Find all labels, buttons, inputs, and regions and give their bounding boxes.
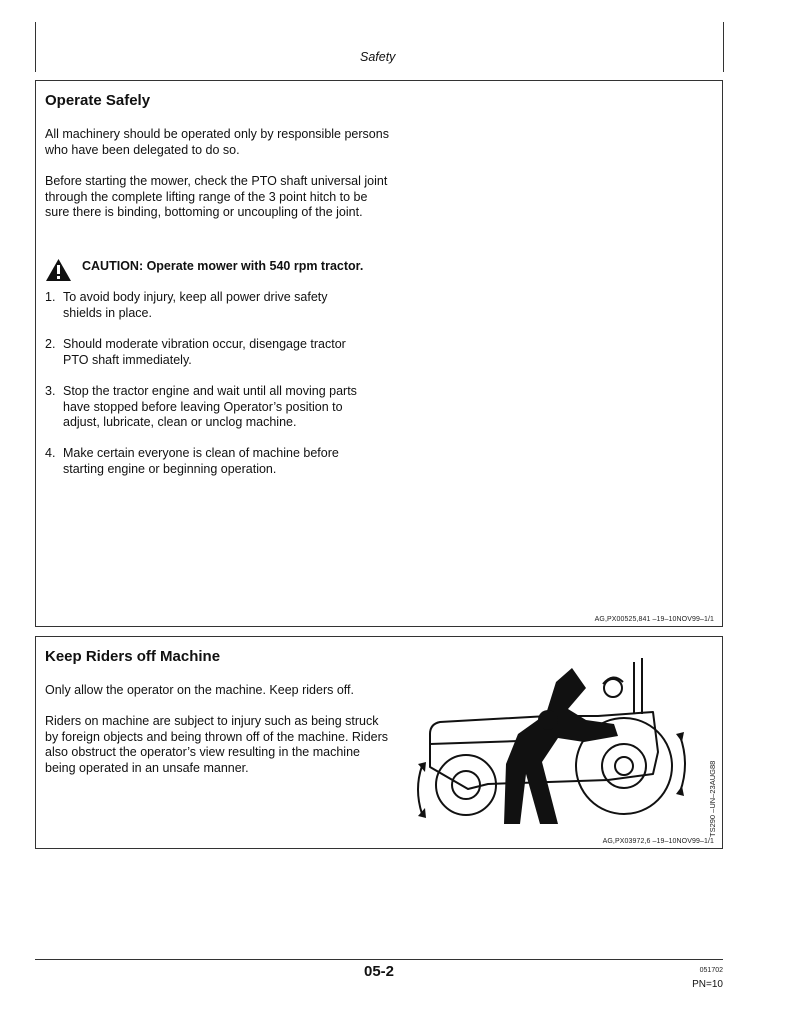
- list-text: To avoid body injury, keep all power drive safety shields in place.: [63, 290, 328, 320]
- footer-pn: PN=10: [692, 979, 723, 990]
- list-number: 1.: [45, 290, 56, 304]
- paragraph: Riders on machine are subject to injury such as being struck by foreign objects and being thrown off of the machine. Riders also obstruct the operator’s view resulting in the machine being operated in an unsafe manner.: [45, 714, 389, 775]
- reference-code: AG,PX03972,6 –19–10NOV99–1/1: [602, 838, 714, 845]
- list-text: Make certain everyone is clean of machine before starting engine or beginning operation.: [63, 446, 339, 476]
- section-keep-riders-off: [35, 636, 723, 849]
- header-title: Safety: [360, 50, 396, 64]
- paragraph: Before starting the mower, check the PTO shaft universal joint through the complete lifting range of the 3 point hitch to be sure there is binding, bottoming or uncoupling of the joint.: [45, 174, 388, 220]
- section-operate-safely: [35, 80, 723, 627]
- section-title: Operate Safely: [45, 92, 151, 109]
- tractor-rider-illustration: [408, 654, 698, 834]
- footer-rule: [35, 959, 723, 960]
- footer-date-code: 051702: [699, 967, 723, 974]
- list-number: 2.: [45, 337, 56, 351]
- reference-code: AG,PX00525,841 –19–10NOV99–1/1: [594, 616, 714, 623]
- paragraph: Only allow the operator on the machine. Keep riders off.: [45, 683, 354, 697]
- list-text: Should moderate vibration occur, disengage tractor PTO shaft immediately.: [63, 337, 346, 367]
- paragraph: All machinery should be operated only by responsible persons who have been delegated to do so.: [45, 127, 389, 157]
- list-text: Stop the tractor engine and wait until all moving parts have stopped before leaving Operator’s position to adjust, lubricate, clean or unclog machine.: [63, 384, 357, 430]
- caution-text: CAUTION: Operate mower with 540 rpm tractor.: [82, 259, 364, 273]
- caution-block: [45, 258, 405, 282]
- top-right-rule: [723, 22, 724, 72]
- list-number: 3.: [45, 384, 56, 398]
- warning-triangle-icon: [45, 258, 72, 282]
- page-number: 05-2: [364, 963, 395, 980]
- illustration-code: TS290 –UN–23AUG88: [708, 760, 717, 837]
- top-left-rule: [35, 22, 36, 72]
- list-number: 4.: [45, 446, 56, 460]
- section-title: Keep Riders off Machine: [45, 648, 221, 665]
